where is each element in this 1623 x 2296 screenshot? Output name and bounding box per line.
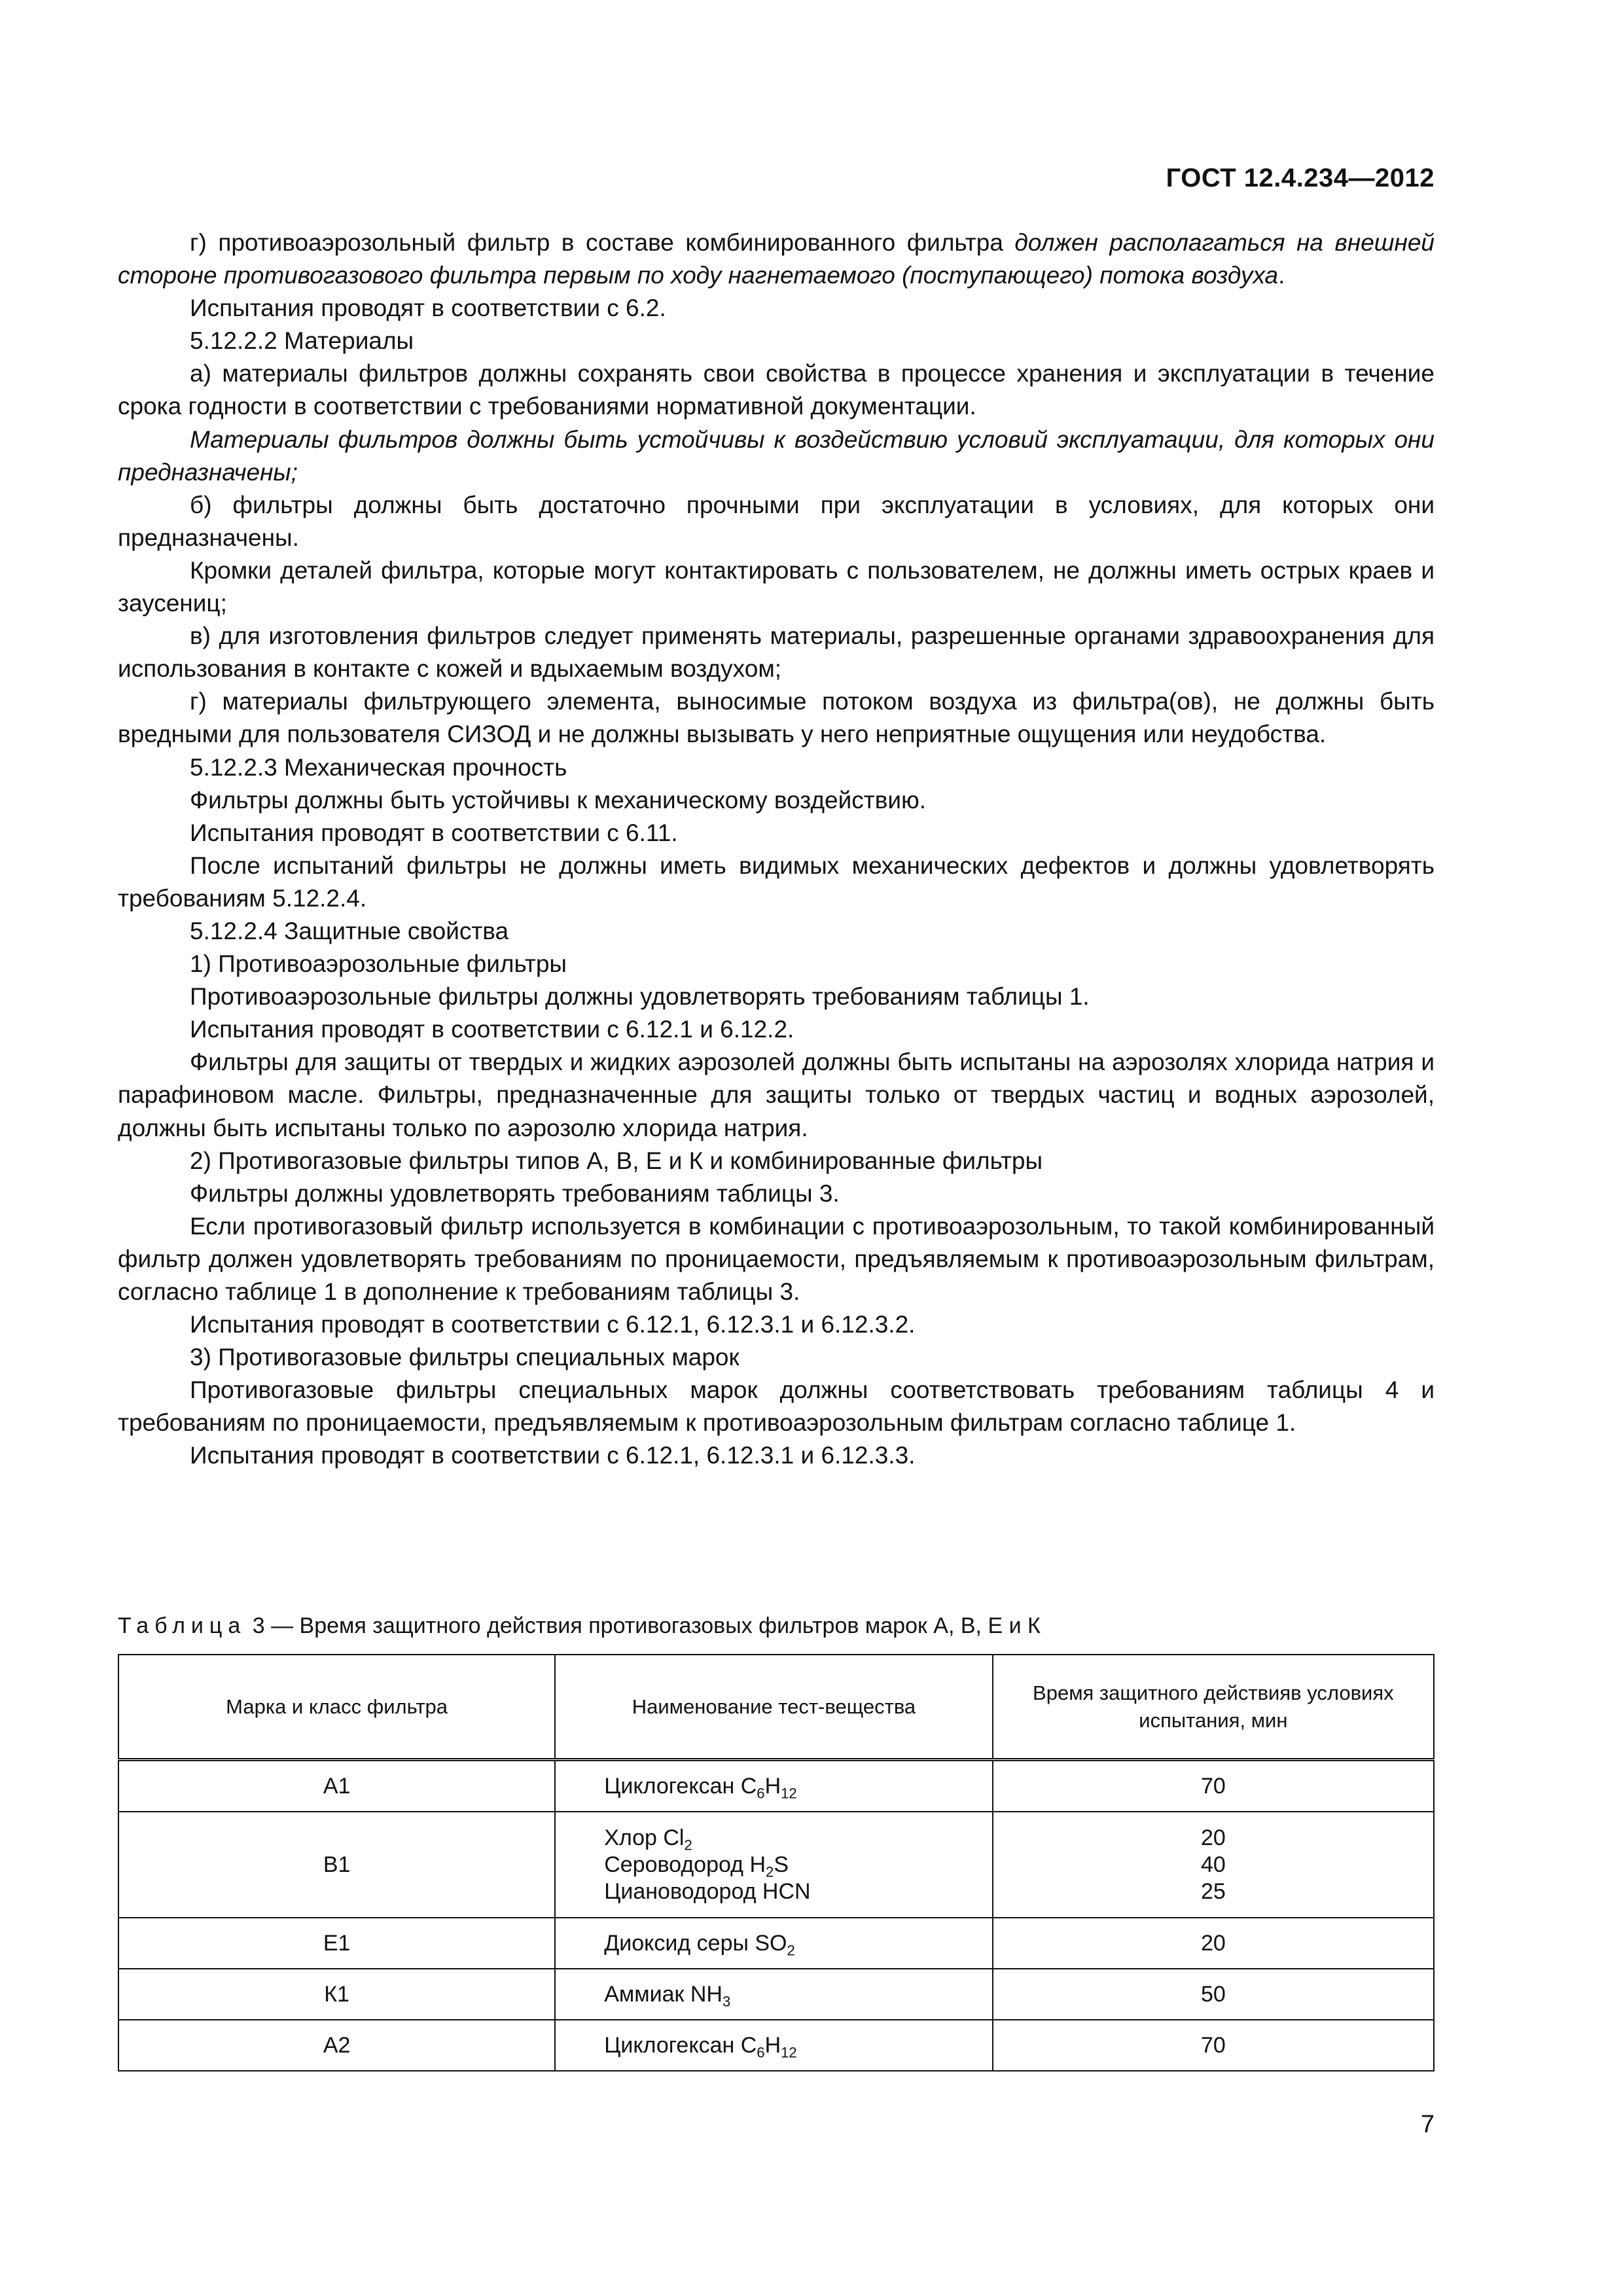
table-caption-label: Таблица: [118, 1613, 247, 1638]
table-row: [118, 1760, 1434, 1812]
paragraph: а) материалы фильтров должны сохранять свои свойства в процессе хранения и эксплуатации в течение срока годности в соответствии с требованиями нормативной документации.: [118, 360, 1435, 420]
subscript: 3: [722, 1993, 731, 2010]
paragraph: Испытания проводят в соответствии с 6.2.: [190, 295, 666, 322]
paragraph: [118, 226, 1435, 292]
table-caption-text: 3 — Время защитного действия противогазовых фильтров марок А, В, Е и К: [246, 1613, 1041, 1638]
time-cell: 70: [993, 2020, 1434, 2071]
section-heading: 5.12.2.3 Механическая прочность: [190, 753, 567, 781]
substance-name: Циклогексан C: [604, 1773, 757, 1799]
substance-line: [604, 1852, 991, 1878]
column-header-grade: Марка и класс фильтра: [118, 1655, 555, 1760]
substance-line: [604, 1825, 991, 1852]
paragraph: 1) Противоаэрозольные фильтры: [190, 950, 567, 978]
subscript: 6: [757, 1785, 765, 1802]
substance-line: [604, 1878, 991, 1905]
table-row: [118, 1812, 1434, 1918]
substance-name: H: [764, 1773, 781, 1799]
time-value: 40: [1200, 1852, 1226, 1877]
substance-name: Хлор Cl: [604, 1825, 685, 1850]
subscript: 6: [757, 2044, 765, 2061]
time-cell: 20: [993, 1918, 1434, 1969]
paragraph: После испытаний фильтры не должны иметь видимых механических дефектов и должны удовлетворять требованиям 5.12.2.4.: [118, 852, 1435, 912]
table-row: [118, 1969, 1434, 2020]
substance-cell: [555, 1969, 992, 2020]
paragraph: Фильтры для защиты от твердых и жидких аэрозолей должны быть испытаны на аэрозолях хлорида натрия и парафиновом масле. Фильтры, предназначенные для защиты только от твердых частиц и водных аэрозолей, должны быть испытаны только по аэрозолю хлорида натрия.: [118, 1049, 1435, 1141]
substance-cell: [555, 2020, 992, 2071]
substance-name: Циклогексан C: [604, 2032, 757, 2058]
substance-cell: [555, 1918, 992, 1969]
paragraph: Кромки деталей фильтра, которые могут контактировать с пользователем, не должны иметь острых краев и заусениц;: [118, 556, 1435, 617]
substance-name: Циановодород HCN: [604, 1878, 811, 1904]
subscript: 2: [787, 1942, 795, 1959]
paragraph-italic: Материалы фильтров должны быть устойчивы к воздействию условий эксплуатации, для которых они предназначены;: [118, 425, 1435, 486]
paragraph: г) материалы фильтрующего элемента, выносимые потоком воздуха из фильтра(ов), не должны быть вредными для пользователя СИЗОД и не должны вызывать у него неприятные ощущения или неудобства.: [118, 688, 1435, 748]
paragraph: Противоаэрозольные фильтры должны удовлетворять требованиям таблицы 1.: [190, 983, 1090, 1011]
subscript: 2: [766, 1863, 774, 1880]
page-number: 7: [1420, 2111, 1435, 2138]
column-header-substance: Наименование тест-вещества: [555, 1655, 992, 1760]
paragraph: 2) Противогазовые фильтры типов А, В, Е и К и комбинированные фильтры: [190, 1147, 1043, 1174]
subscript: 2: [684, 1837, 692, 1854]
section-heading: 5.12.2.2 Материалы: [190, 327, 414, 355]
table-3: [118, 1654, 1435, 2072]
subscript: 12: [781, 1785, 797, 1802]
table-row: [118, 1918, 1434, 1969]
paragraph: Испытания проводят в соответствии с 6.12.1, 6.12.3.1 и 6.12.3.3.: [190, 1442, 916, 1469]
time-cell: [993, 1812, 1434, 1918]
paragraph: Если противогазовый фильтр используется в комбинации с противоаэрозольным, то такой комбинированный фильтр должен удовлетворять требованиям по проницаемости, предъявляемым к противоаэрозольным фильтрам, согласно таблице 1 в дополнение к требованиям таблицы 3.: [118, 1212, 1435, 1305]
column-header-time-line: в условиях испытания, мин: [1139, 1681, 1394, 1732]
paragraph: Фильтры должны быть устойчивы к механическому воздействию.: [190, 786, 927, 814]
section-heading: 5.12.2.4 Защитные свойства: [190, 917, 509, 944]
paragraph-text: .: [1278, 262, 1285, 289]
paragraph: б) фильтры должны быть достаточно прочными при эксплуатации в условиях, для которых они предназначены.: [118, 491, 1435, 551]
substance-name: H: [764, 2032, 781, 2058]
table-header-row: [118, 1655, 1434, 1760]
body-text: [118, 226, 1435, 1473]
paragraph: Испытания проводят в соответствии с 6.12.1 и 6.12.2.: [190, 1016, 794, 1043]
column-header-time: [993, 1655, 1434, 1760]
paragraph: Испытания проводят в соответствии с 6.12.1, 6.12.3.1 и 6.12.3.2.: [190, 1311, 916, 1338]
paragraph: Противогазовые фильтры специальных марок должны соответствовать требованиям таблицы 4 и требованиям по проницаемости, предъявляемым к противоаэрозольным фильтрам согласно таблице 1.: [118, 1376, 1435, 1437]
paragraph: в) для изготовления фильтров следует применять материалы, разрешенные органами здравоохранения для использования в контакте с кожей и вдыхаемым воздухом;: [118, 622, 1435, 683]
filter-grade-cell: А2: [118, 2020, 555, 2071]
time-value: 20: [1200, 1825, 1226, 1850]
table-row: [118, 2020, 1434, 2071]
paragraph: 3) Противогазовые фильтры специальных марок: [190, 1344, 740, 1371]
filter-grade-cell: В1: [118, 1812, 555, 1918]
filter-grade-cell: К1: [118, 1969, 555, 2020]
substance-name: Диоксид серы SO: [604, 1930, 787, 1956]
table-caption: [118, 1613, 1041, 1639]
paragraph-italic-text: должен располагаться на внешней стороне противогазового фильтра первым по ходу нагнетаемого (поступающего) потока воздуха: [118, 229, 1435, 289]
paragraph: Испытания проводят в соответствии с 6.11.: [190, 819, 678, 846]
time-cell: 50: [993, 1969, 1434, 2020]
filter-grade-cell: Е1: [118, 1918, 555, 1969]
paragraph: Фильтры должны удовлетворять требованиям таблицы 3.: [190, 1179, 840, 1207]
substance-cell: [555, 1812, 992, 1918]
time-cell: 70: [993, 1760, 1434, 1812]
substance-cell: [555, 1760, 992, 1812]
substance-name: S: [774, 1852, 789, 1877]
substance-name: Аммиак NH: [604, 1981, 722, 2007]
column-header-time-line: Время защитного действия: [1033, 1681, 1291, 1704]
paragraph-text: г) противоаэрозольный фильтр в составе комбинированного фильтра: [190, 229, 1015, 256]
substance-name: Сероводород H: [604, 1852, 766, 1877]
subscript: 12: [781, 2044, 797, 2061]
document-header: ГОСТ 12.4.234—2012: [1166, 164, 1435, 192]
filter-grade-cell: А1: [118, 1760, 555, 1812]
time-value: 25: [1200, 1878, 1226, 1904]
